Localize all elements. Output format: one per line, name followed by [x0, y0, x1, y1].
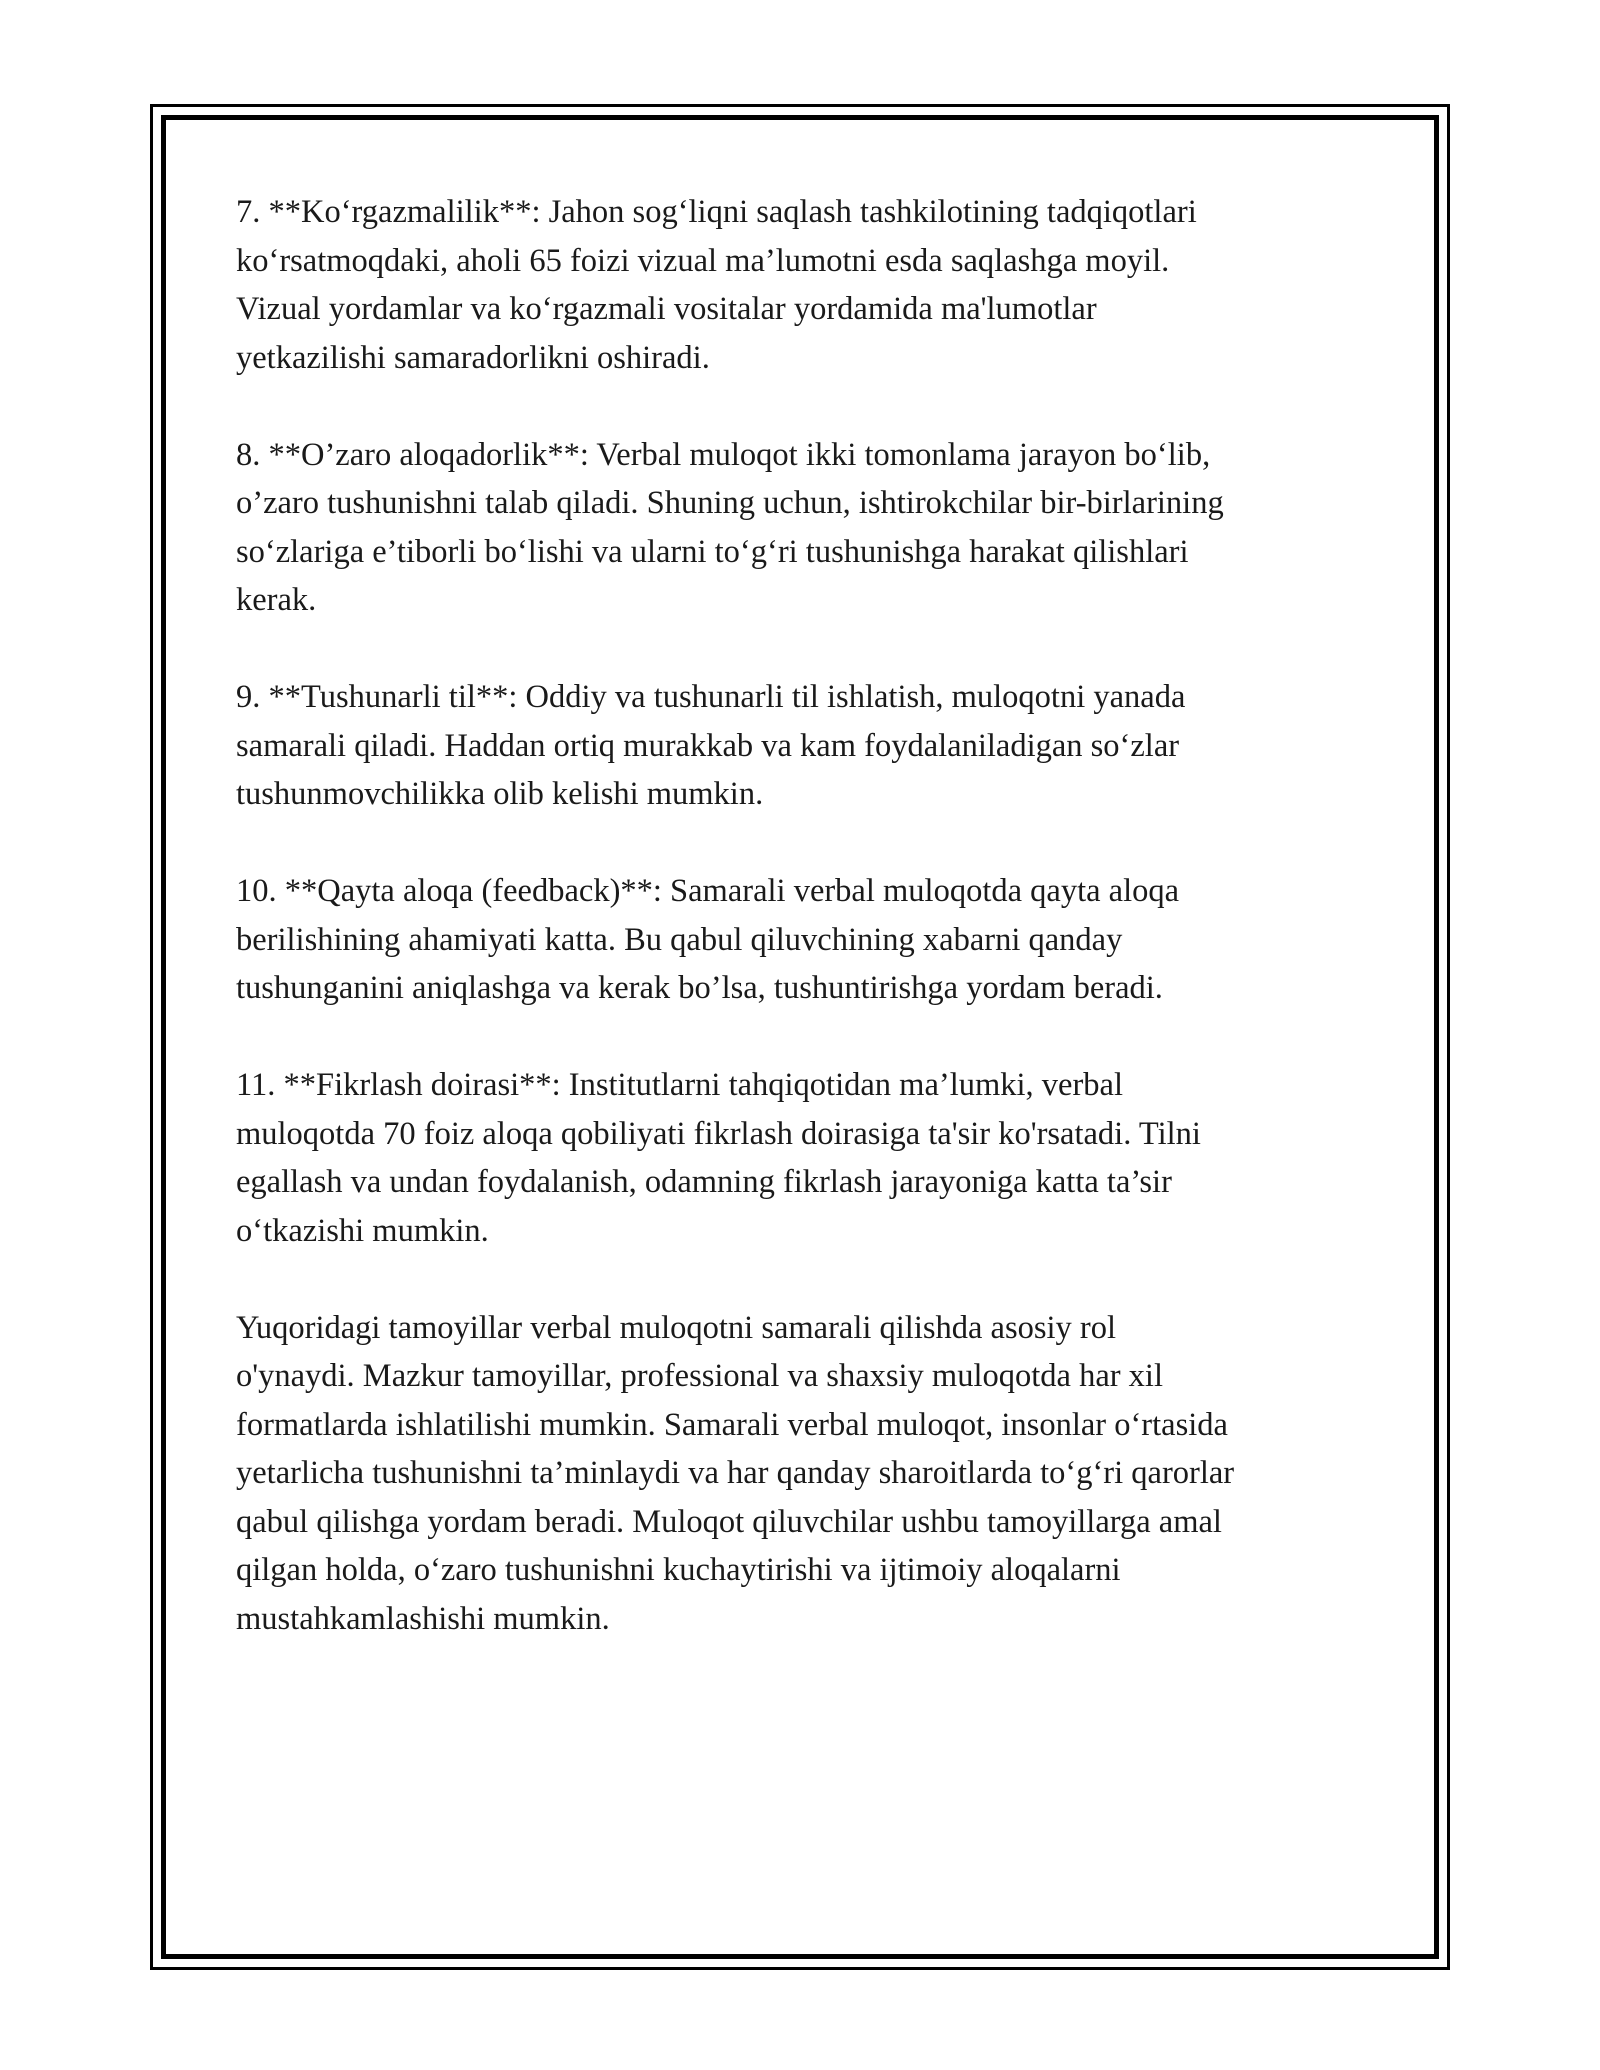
paragraph-8-interrelation: [236, 431, 1376, 625]
paragraph-conclusion: [236, 1304, 1376, 1644]
paragraph-11-thinking-scope: [236, 1061, 1376, 1255]
text-line: 8. **O’zaro aloqadorlik**: Verbal muloqot ikki tomonlama jarayon bo‘lib,: [236, 436, 1211, 473]
document-body: [236, 188, 1376, 1692]
text-line: yetkazilishi samaradorlikni oshiradi.: [236, 339, 710, 376]
paragraph-7-visual-aids: [236, 188, 1376, 382]
text-line: Vizual yordamlar va ko‘rgazmali vositalar yordamida ma'lumotlar: [236, 291, 1097, 327]
text-line: tushunmovchilikka olib kelishi mumkin.: [236, 776, 764, 812]
text-line: tushunganini aniqlashga va kerak bo’lsa, tushuntirishga yordam beradi.: [236, 970, 1163, 1006]
text-line: qilgan holda, o‘zaro tushunishni kuchaytirishi va ijtimoiy aloqalarni: [236, 1552, 1121, 1588]
text-line: kerak.: [236, 582, 317, 618]
text-line: yetarlicha tushunishni ta’minlaydi va har qanday sharoitlarda to‘g‘ri qarorlar: [236, 1455, 1235, 1491]
text-line: 10. **Qayta aloqa (feedback)**: Samarali verbal muloqotda qayta aloqa: [236, 873, 1180, 909]
text-line: berilishining ahamiyati katta. Bu qabul qiluvchining xabarni qanday: [236, 921, 1123, 958]
text-line: muloqotda 70 foiz aloqa qobiliyati fikrlash doirasiga ta'sir ko'rsatadi. Tilni: [236, 1115, 1201, 1152]
text-line: 9. **Tushunarli til**: Oddiy va tushunarli til ishlatish, muloqotni yanada: [236, 679, 1186, 715]
paragraph-9-clear-language: [236, 673, 1376, 819]
text-line: o’zaro tushunishni talab qiladi. Shuning uchun, ishtirokchilar bir-birlarining: [236, 485, 1224, 521]
text-line: o'ynaydi. Mazkur tamoyillar, professional va shaxsiy muloqotda har xil: [236, 1358, 1163, 1394]
text-line: so‘zlariga e’tiborli bo‘lishi va ularni to‘g‘ri tushunishga harakat qilishlari: [236, 533, 1189, 570]
text-line: 11. **Fikrlash doirasi**: Institutlarni tahqiqotidan ma’lumki, verbal: [236, 1067, 1123, 1103]
text-line: samarali qiladi. Haddan ortiq murakkab va kam foydalaniladigan so‘zlar: [236, 727, 1180, 764]
text-line: Yuqoridagi tamoyillar verbal muloqotni samarali qilishda asosiy rol: [236, 1309, 1117, 1346]
text-line: 7. **Ko‘rgazmalilik**: Jahon sog‘liqni saqlash tashkilotining tadqiqotlari: [236, 194, 1197, 230]
text-line: ko‘rsatmoqdaki, aholi 65 foizi vizual ma’lumotni esda saqlashga moyil.: [236, 242, 1170, 279]
paragraph-10-feedback: [236, 867, 1376, 1013]
text-line: egallash va undan foydalanish, odamning fikrlash jarayoniga katta ta’sir: [236, 1164, 1172, 1200]
text-line: qabul qilishga yordam beradi. Muloqot qiluvchilar ushbu tamoyillarga amal: [236, 1503, 1222, 1540]
text-line: o‘tkazishi mumkin.: [236, 1212, 489, 1249]
text-line: formatlarda ishlatilishi mumkin. Samarali verbal muloqot, insonlar o‘rtasida: [236, 1406, 1228, 1443]
text-line: mustahkamlashishi mumkin.: [236, 1600, 610, 1637]
